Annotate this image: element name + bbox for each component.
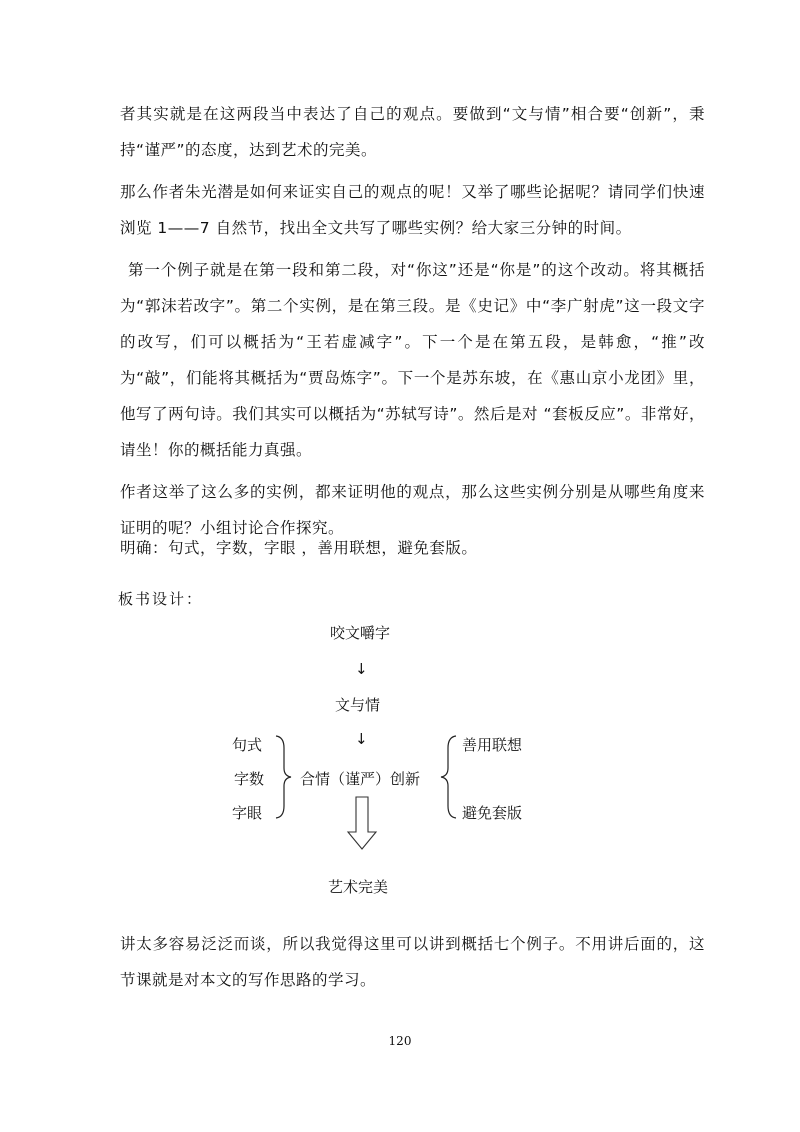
board-title: 板书设计： xyxy=(118,590,204,608)
board-top: 咬文嚼字 xyxy=(330,624,391,642)
paragraph-5: 明确：句式，字数，字眼 ，善用联想，避免套版。 xyxy=(120,539,478,557)
paragraph-3: 第一个例子就是在第一段和第二段，对“你这”还是“你是”的这个改动。将其概括为“郭沫若改字”。第二个实例，是在第三段。是《史记》中“李广射虎”这一段文字的改写，们可以概括为“王若虚减字”。下一个是在第五段，是韩愈，“推”改为“敲”，们能将其概括为“贾岛炼字”。下一个是苏东坡，在《惠山京小龙团》里，他写了两句诗。我们其实可以概括为“苏轼写诗”。然后是对 “套板反应”。非常好，请坐！你的概括能力真强。 xyxy=(120,261,705,459)
board-bottom: 艺术完美 xyxy=(328,878,389,896)
board-left-1: 句式 xyxy=(232,736,263,754)
brace-left-icon xyxy=(441,736,456,818)
board-right-2: 避免套版 xyxy=(462,804,523,822)
arrow-down-icon: ↓ xyxy=(355,730,368,748)
paragraph-4: 作者这举了这么多的实例，都来证明他的观点，那么这些实例分别是从哪些角度来证明的呢？小组讨论合作探究。 xyxy=(120,483,705,537)
board-left-2: 字数 xyxy=(234,770,265,788)
paragraph-1: 者其实就是在这两段当中表达了自己的观点。要做到“文与情”相合要“创新”，秉持“谨严”的态度，达到艺术的完美。 xyxy=(120,105,705,159)
arrow-down-icon: ↓ xyxy=(355,660,368,678)
paragraph-6: 讲太多容易泛泛而谈，所以我觉得这里可以讲到概括七个例子。不用讲后面的，这节课就是对本文的写作思路的学习。 xyxy=(120,935,705,989)
board-right-1: 善用联想 xyxy=(462,736,523,754)
paragraph-2: 那么作者朱光潜是如何来证实自己的观点的呢！又举了哪些论据呢？请同学们快速浏览 1——7 自然节，找出全文共写了哪些实例？给大家三分钟的时间。 xyxy=(120,183,705,237)
board-left-3: 字眼 xyxy=(232,804,263,822)
board-middle: 文与情 xyxy=(335,696,381,714)
brace-right-icon xyxy=(276,736,291,818)
hollow-arrow-down-icon xyxy=(348,797,376,849)
page-number: 120 xyxy=(388,1034,412,1048)
board-center: 合情（谨严）创新 xyxy=(300,770,421,788)
